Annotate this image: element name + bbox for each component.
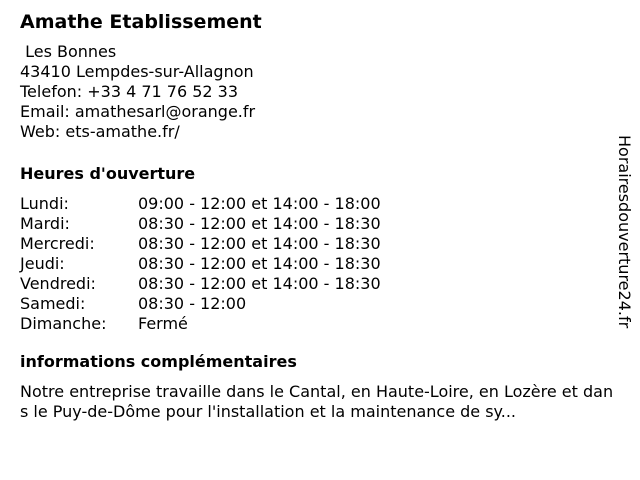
business-name: Amathe Etablissement (20, 11, 262, 33)
hours-time: 08:30 - 12:00 et 14:00 - 18:30 (138, 214, 381, 233)
address-line-1: Les Bonnes (20, 42, 117, 61)
web-line: Web: ets-amathe.fr/ (20, 122, 180, 141)
hours-row-vendredi (20, 274, 610, 294)
hours-time: Fermé (138, 314, 188, 333)
hours-day: Dimanche: (20, 314, 107, 333)
hours-time: 08:30 - 12:00 et 14:00 - 18:30 (138, 274, 381, 293)
hours-table (20, 194, 610, 334)
hours-day: Mardi: (20, 214, 70, 233)
hours-row-mardi (20, 214, 610, 234)
hours-time: 09:00 - 12:00 et 14:00 - 18:00 (138, 194, 381, 213)
business-card (20, 10, 614, 422)
contact-block (20, 42, 610, 142)
hours-day: Vendredi: (20, 274, 96, 293)
hours-day: Mercredi: (20, 234, 95, 253)
address-line-2: 43410 Lempdes-sur-Allagnon (20, 62, 254, 81)
hours-title: Heures d'ouverture (20, 164, 196, 183)
hours-day: Jeudi: (20, 254, 65, 273)
hours-day: Samedi: (20, 294, 86, 313)
phone-line: Telefon: +33 4 71 76 52 33 (20, 82, 239, 101)
info-text: Notre entreprise travaille dans le Cantal, en Haute-Loire, en Lozère et dans le Puy-de-Dôme pour l'installation et la maintenance de sy... (20, 382, 614, 421)
hours-row-dimanche (20, 314, 610, 334)
hours-row-mercredi (20, 234, 610, 254)
hours-time: 08:30 - 12:00 (138, 294, 247, 313)
email-line: Email: amathesarl@orange.fr (20, 102, 256, 121)
hours-row-lundi (20, 194, 610, 214)
hours-time: 08:30 - 12:00 et 14:00 - 18:30 (138, 234, 381, 253)
hours-row-jeudi (20, 254, 610, 274)
hours-time: 08:30 - 12:00 et 14:00 - 18:30 (138, 254, 381, 273)
site-brand-vertical: Horairesdouverture24.fr (615, 135, 634, 329)
hours-row-samedi (20, 294, 610, 314)
hours-day: Lundi: (20, 194, 69, 213)
info-title: informations complémentaires (20, 352, 297, 371)
